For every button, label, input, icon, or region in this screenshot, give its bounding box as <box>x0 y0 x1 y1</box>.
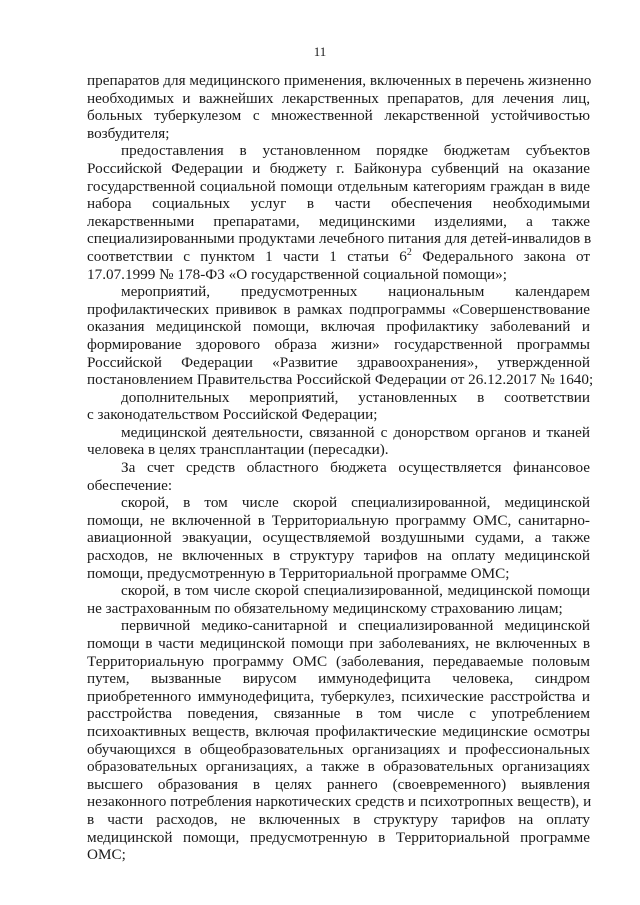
text-line: человека в целях трансплантации (пересадки). <box>87 441 389 459</box>
text-line: 17.07.1999 № 178-ФЗ «О государственной социальной помощи»; <box>87 265 507 283</box>
text-line: ОМС; <box>87 846 126 864</box>
paragraph <box>87 389 590 424</box>
text-line: препаратов для медицинского применения, включенных в перечень жизненно <box>87 72 592 89</box>
document-body <box>87 72 594 864</box>
page-number: 11 <box>313 44 327 59</box>
text-line: образовательных организациях, а также в образовательных организациях <box>87 758 590 776</box>
paragraph <box>87 424 590 459</box>
text-line: в части расходов, не включенных в структуру тарифов на оплату <box>87 810 590 828</box>
text-line: расходов, не включенных в структуру тарифов на оплату медицинской <box>87 547 590 565</box>
text-line: специализированными продуктами лечебного питания для детей-инвалидов в <box>87 230 592 248</box>
text-line: лекарственными препаратами, медицинскими изделиями, а также <box>87 212 590 230</box>
text-line: предоставления в установленном порядке бюджетам субъектов <box>121 142 590 160</box>
text-line: соответствии с пунктом 1 части 1 статьи $6^2$ Федерального закона от <box>87 246 590 265</box>
text-line: медицинской помощи, предусмотренную в Территориальной программе <box>87 828 590 846</box>
text-line: авиационной эвакуации, осуществляемой воздушными судами, а также <box>87 529 590 547</box>
paragraph <box>87 582 590 617</box>
text-line: с законодательством Российской Федерации; <box>87 406 378 424</box>
text-line: помощи, не включенной в Территориальную программу ОМС, санитарно- <box>87 511 590 529</box>
text-line: обучающихся в общеобразовательных организациях и профессиональных <box>87 740 590 758</box>
text-line: возбудителя; <box>87 124 170 142</box>
text-line: скорой, в том числе скорой специализированной, медицинской <box>121 494 590 512</box>
text-line: дополнительных мероприятий, установленных в соответствии <box>121 388 590 406</box>
text-line: профилактических прививок в рамках подпрограммы «Совершенствование <box>87 300 590 318</box>
text-line: расстройства поведения, связанные в том числе с употреблением <box>87 705 590 723</box>
text-line: путем, вызванные вирусом иммунодефицита человека, синдром <box>87 670 590 688</box>
text-line: психоактивных веществ, включая профилактические медицинские осмотры <box>87 722 590 740</box>
paragraph <box>87 459 590 494</box>
text-line: помощи, предусмотренную в Территориальной программе ОМС; <box>87 564 510 582</box>
text-line: формирование здорового образа жизни» государственной программы <box>87 335 590 353</box>
text-line: необходимых и важнейших лекарственных препаратов, для лечения лиц, <box>87 89 590 107</box>
paragraph <box>87 494 590 582</box>
text-line: больных туберкулезом с множественной лекарственной устойчивостью <box>87 107 590 125</box>
text-line: не застрахованным по обязательному медицинскому страхованию лицам; <box>87 599 563 617</box>
paragraph <box>87 617 590 863</box>
text-line: Территориальную программу ОМС (заболевания, передаваемые половым <box>87 652 590 670</box>
text-line: набора социальных услуг в части обеспечения необходимыми <box>87 195 590 213</box>
text-line: Российской Федерации «Развитие здравоохранения», утвержденной <box>87 353 590 371</box>
text-line: мероприятий, предусмотренных национальным календарем <box>121 283 590 301</box>
text-line: государственной социальной помощи отдельным категориям граждан в виде <box>87 177 590 195</box>
text-line: обеспечение: <box>87 476 173 494</box>
paragraph <box>87 283 594 389</box>
text-line: приобретенного иммунодефицита, туберкулез, психические расстройства и <box>87 687 590 705</box>
text-line: медицинской деятельности, связанной с донорством органов и тканей <box>121 423 590 441</box>
text-line: помощи в части медицинской помощи при заболеваниях, не включенных в <box>87 635 590 652</box>
paragraph <box>87 72 590 142</box>
paragraph <box>87 142 590 283</box>
text-line: постановлением Правительства Российской Федерации от 26.12.2017 № 1640; <box>87 371 594 389</box>
text-line: первичной медико-санитарной и специализированной медицинской <box>121 617 590 635</box>
text-line: высшего образования в целях раннего (своевременного) выявления <box>87 775 590 793</box>
text-line: Российской Федерации и бюджету г. Байконура субвенций на оказание <box>87 159 590 177</box>
text-line: незаконного потребления наркотических средств и психотропных веществ), и <box>87 793 592 811</box>
text-line: За счет средств областного бюджета осуществляется финансовое <box>121 459 590 477</box>
text-line: скорой, в том числе скорой специализированной, медицинской помощи <box>121 582 590 600</box>
text-line: оказания медицинской помощи, включая профилактику заболеваний и <box>87 318 590 336</box>
